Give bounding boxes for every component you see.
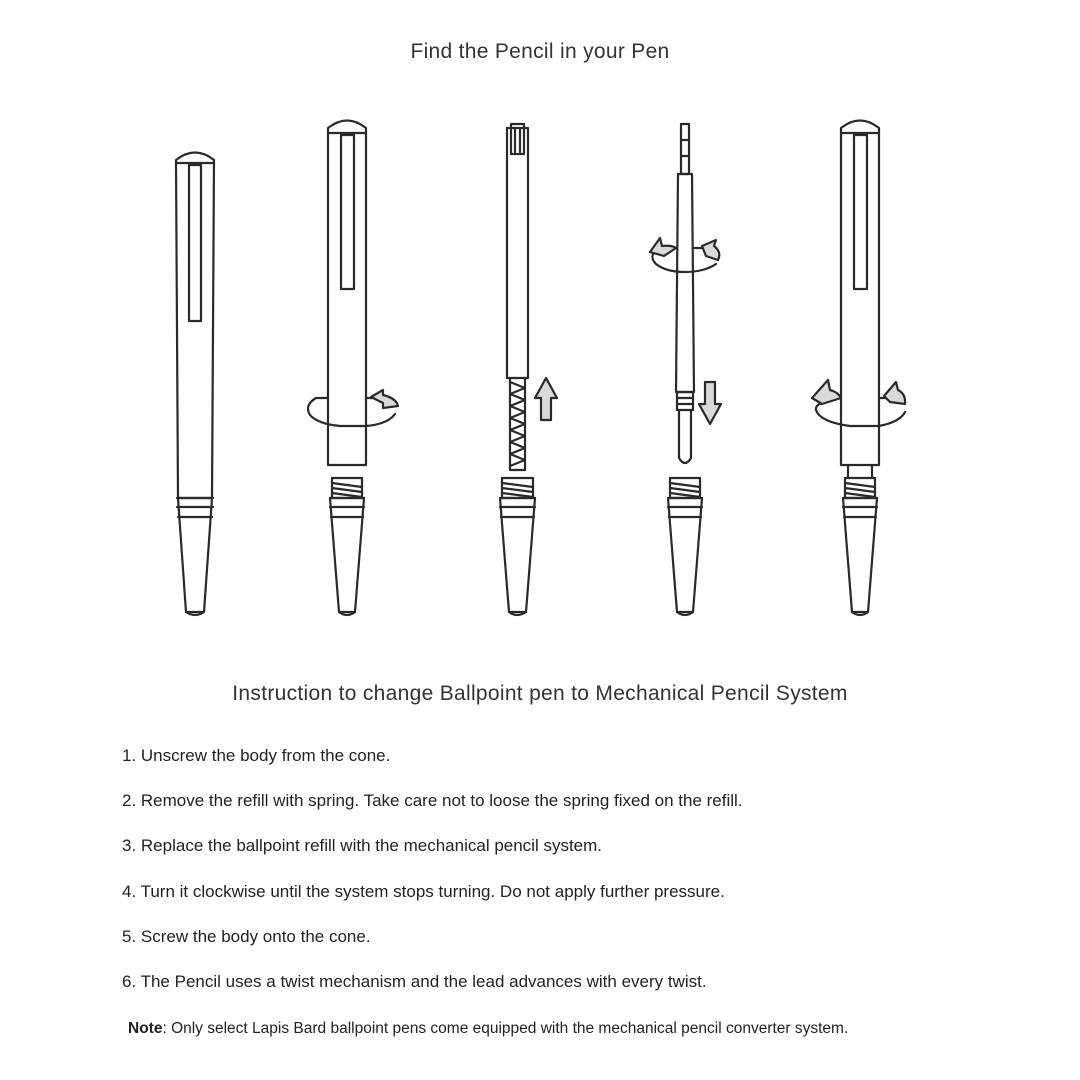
step-4: 4. Turn it clockwise until the system stops turning. Do not apply further pressure. <box>122 881 725 901</box>
body-screwed-on <box>812 121 905 616</box>
rotate-arrow-icon <box>308 390 398 426</box>
step-1: 1. Unscrew the body from the cone. <box>122 746 391 765</box>
step-3: 3. Replace the ballpoint refill with the mechanical pencil system. <box>122 836 603 856</box>
rotate-arrow-icon <box>650 238 719 272</box>
diagram-title: Find the Pencil in your Pen <box>410 40 670 63</box>
step-5: 5. Screw the body onto the cone. <box>122 926 371 946</box>
down-arrow-icon <box>699 382 721 424</box>
note-label: Note <box>128 1020 163 1037</box>
note-text: : Only select Lapis Bard ballpoint pens come equipped with the mechanical pencil converter system. <box>162 1020 849 1037</box>
assembled-pen <box>176 153 214 616</box>
rotate-arrow-icon <box>812 380 905 426</box>
body-unscrewed <box>308 121 398 616</box>
step-6: 6. The Pencil uses a twist mechanism and the lead advances with every twist. <box>122 971 707 991</box>
spring <box>510 382 525 466</box>
note <box>128 1020 848 1038</box>
step-2: 2. Remove the refill with spring. Take care not to loose the spring fixed on the refill. <box>122 791 743 811</box>
instruction-steps <box>122 744 1022 1015</box>
up-arrow-icon <box>535 378 557 420</box>
instructions-heading: Instruction to change Ballpoint pen to Mechanical Pencil System <box>232 682 848 705</box>
pencil-system-inserted <box>650 124 721 615</box>
refill-removed <box>500 124 557 615</box>
